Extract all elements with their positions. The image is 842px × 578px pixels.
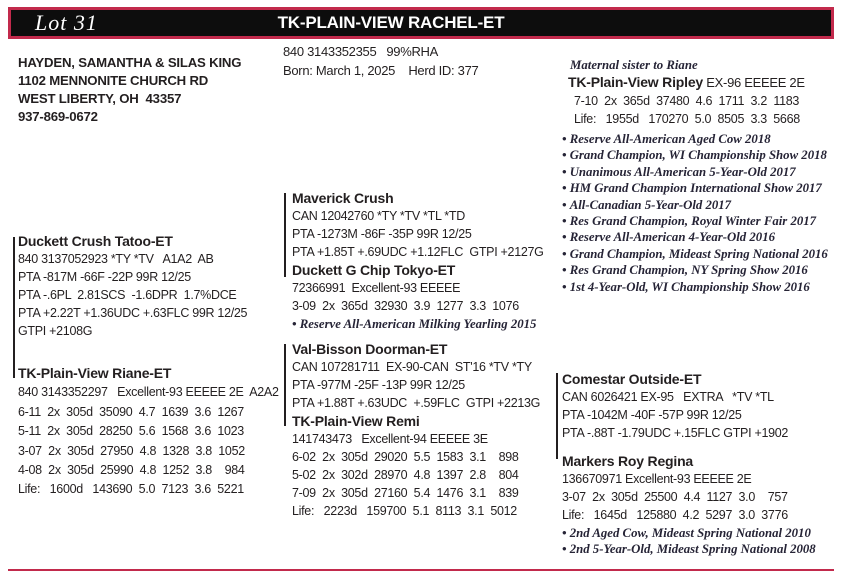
consignor-name: HAYDEN, SAMANTHA & SILAS KING: [18, 55, 242, 70]
pedigree-bracket-line: [284, 193, 286, 277]
award-item: • Grand Champion, WI Championship Show 2018: [562, 147, 828, 163]
classification-score: EX-96 EEEEE 2E: [703, 75, 805, 90]
lactation-record: 6-02 2x 305d 29020 5.5 1583 3.1 898: [292, 450, 519, 464]
lifetime-record: Life: 1600d 143690 5.0 7123 3.6 5221: [18, 482, 244, 497]
animal-name: Comestar Outside-ET: [562, 371, 702, 387]
award-item: • Unanimous All-American 5-Year-Old 2017: [562, 164, 828, 180]
lot-number: Lot 31: [35, 10, 98, 35]
lifetime-record: Life: 1645d 125880 4.2 5297 3.0 3776: [562, 508, 788, 522]
lactation-record: 7-09 2x 305d 27160 5.4 1476 3.1 839: [292, 486, 519, 500]
maternal-sister-note: Maternal sister to Riane: [570, 58, 698, 72]
pedigree-data-line: GTPI +2108G: [18, 324, 93, 338]
animal-name: Val-Bisson Doorman-ET: [292, 341, 448, 357]
awards-list: [562, 525, 816, 558]
award-item: • Grand Champion, Mideast Spring National 2016: [562, 246, 828, 262]
pedigree-data-line: PTA -1273M -86F -35P 99R 12/25: [292, 227, 472, 241]
pedigree-data-line: PTA -1042M -40F -57P 99R 12/25: [562, 408, 742, 422]
award-item: • 2nd 5-Year-Old, Mideast Spring National 2008: [562, 541, 816, 557]
pedigree-bracket-line: [13, 237, 15, 378]
lactation-record: 3-07 2x 305d 27950 4.8 1328 3.8 1052: [18, 443, 245, 458]
pedigree-block-granddam: [292, 261, 536, 332]
award-item: • Reserve All-American Milking Yearling 2015: [292, 316, 536, 332]
pedigree-data-line: CAN 12042760 *TY *TV *TL *TD: [292, 209, 465, 223]
pedigree-data-line: PTA -.88T -1.79UDC +.15FLC GTPI +1902: [562, 426, 789, 440]
maternal-sister-block: [568, 73, 828, 295]
award-item: • Reserve All-American Aged Cow 2018: [562, 131, 828, 147]
pedigree-data-line: 72366991 Excellent-93 EEEEE: [292, 281, 461, 295]
pedigree-bracket-line: [556, 373, 558, 459]
lifetime-record: Life: 1955d 170270 5.0 8505 3.3 5668: [574, 112, 800, 126]
animal-name: Markers Roy Regina: [562, 453, 694, 469]
registration-block: [283, 43, 478, 80]
pedigree-block-grandsire: [292, 189, 544, 261]
pedigree-data-line: CAN 6026421 EX-95 EXTRA *TV *TL: [562, 390, 774, 404]
animal-name: TK-Plain-View Ripley: [568, 74, 703, 90]
lactation-record: 6-11 2x 305d 35090 4.7 1639 3.6 1267: [18, 404, 244, 419]
animal-name: Duckett Crush Tatoo-ET: [18, 233, 173, 249]
pedigree-data-line: 141743473 Excellent-94 EEEEE 3E: [292, 432, 488, 446]
pedigree-data-line: 840 3143352297 Excellent-93 EEEEE 2E A2A2: [18, 385, 279, 400]
award-item: • 1st 4-Year-Old, WI Championship Show 2016: [562, 279, 828, 295]
animal-name: Duckett G Chip Tokyo-ET: [292, 262, 456, 278]
pedigree-data-line: 840 3137052923 *TY *TV A1A2 AB: [18, 252, 214, 266]
animal-name: TK-Plain-View Remi: [292, 413, 420, 429]
pedigree-data-line: PTA +1.88T +.63UDC +.59FLC GTPI +2213G: [292, 396, 541, 410]
consignor-block: [18, 54, 241, 126]
pedigree-data-line: PTA +2.22T +1.36UDC +.63FLC 99R 12/25: [18, 306, 248, 320]
lactation-record: 5-11 2x 305d 28250 5.6 1568 3.6 1023: [18, 424, 244, 439]
award-item: • Res Grand Champion, NY Spring Show 2016: [562, 262, 828, 278]
registration-number: 840 3143352355 99%RHA: [283, 44, 439, 59]
award-item: • All-Canadian 5-Year-Old 2017: [562, 197, 828, 213]
birth-herd-line: Born: March 1, 2025 Herd ID: 377: [283, 62, 479, 78]
pedigree-data-line: PTA -817M -66F -22P 99R 12/25: [18, 270, 191, 284]
pedigree-bracket-line: [284, 344, 286, 426]
award-item: • Res Grand Champion, Royal Winter Fair 2017: [562, 213, 828, 229]
pedigree-data-line: 136670971 Excellent-93 EEEEE 2E: [562, 472, 752, 486]
pedigree-block-sire: [18, 232, 247, 340]
lactation-record: 7-10 2x 365d 37480 4.6 1711 3.2 1183: [574, 94, 800, 108]
pedigree-block-granddam: [292, 412, 519, 520]
pedigree-block-grandsire: [562, 370, 788, 442]
animal-name: TK-Plain-View Riane-ET: [18, 365, 172, 381]
animal-name-title: TK-PLAIN-VIEW RACHEL-ET: [277, 13, 505, 32]
pedigree-block-granddam: [562, 452, 816, 558]
lactation-record: 3-07 2x 305d 25500 4.4 1127 3.0 757: [562, 490, 788, 504]
pedigree-block-grandsire: [292, 340, 540, 412]
lactation-record: 5-02 2x 302d 28970 4.8 1397 2.8 804: [292, 468, 519, 482]
animal-name: Maverick Crush: [292, 190, 394, 206]
pedigree-data-line: CAN 107281711 EX-90-CAN ST'16 *TV *TY: [292, 360, 532, 374]
award-item: • HM Grand Champion International Show 2017: [562, 180, 828, 196]
lactation-record: 4-08 2x 305d 25990 4.8 1252 3.8 984: [18, 463, 245, 478]
consignor-phone: 937-869-0672: [18, 109, 98, 124]
bottom-divider-rule: [8, 569, 834, 571]
lifetime-record: Life: 2223d 159700 5.1 8113 3.1 5012: [292, 504, 517, 518]
animal-name-line: [568, 73, 828, 92]
awards-list: [292, 316, 536, 332]
pedigree-data-line: PTA +1.85T +.69UDC +1.12FLC GTPI +2127G: [292, 245, 544, 259]
lactation-record: 3-09 2x 365d 32930 3.9 1277 3.3 1076: [292, 299, 519, 313]
awards-list: [562, 131, 828, 295]
award-item: • 2nd Aged Cow, Mideast Spring National 2010: [562, 525, 816, 541]
lot-banner: [8, 7, 834, 39]
pedigree-block-dam: [18, 364, 279, 500]
consignor-city: WEST LIBERTY, OH 43357: [18, 91, 182, 106]
pedigree-data-line: PTA -977M -25F -13P 99R 12/25: [292, 378, 465, 392]
award-item: • Reserve All-American 4-Year-Old 2016: [562, 229, 828, 245]
pedigree-data-line: PTA -.6PL 2.81SCS -1.6DPR 1.7%DCE: [18, 288, 237, 302]
consignor-street: 1102 MENNONITE CHURCH RD: [18, 73, 209, 88]
